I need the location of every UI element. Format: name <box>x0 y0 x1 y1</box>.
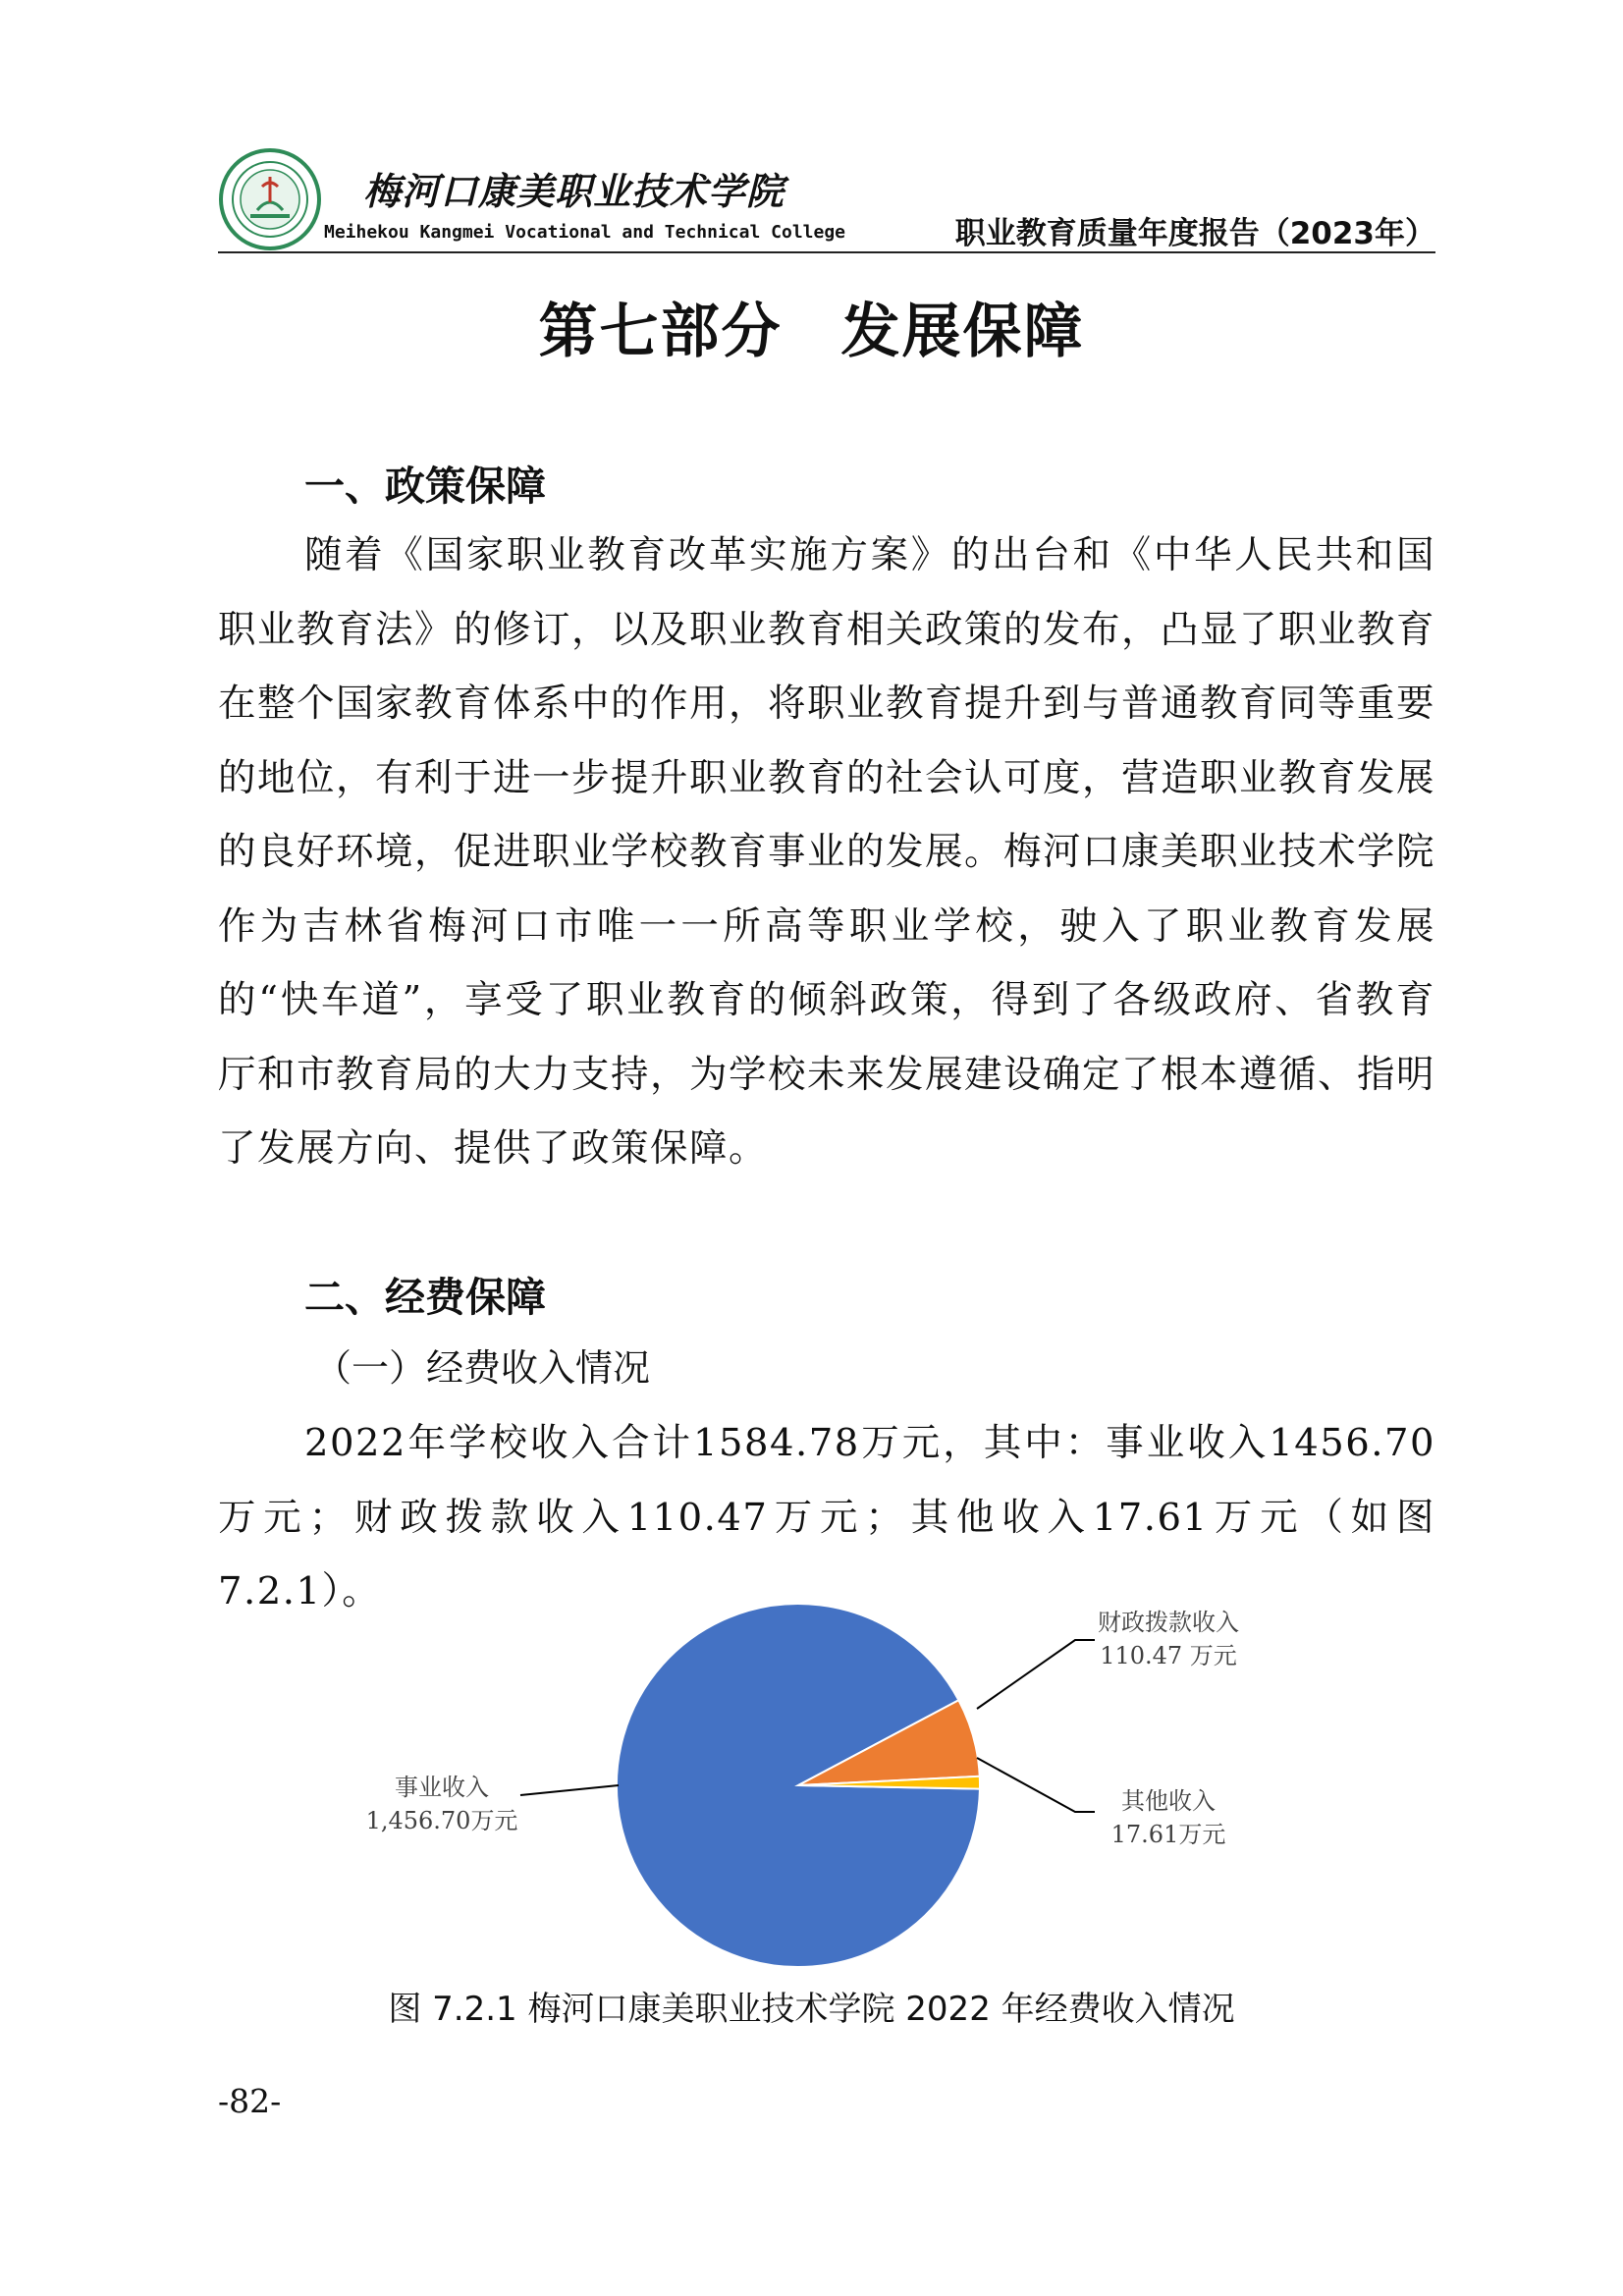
label-business-income-name: 事业收入 <box>395 1774 489 1801</box>
label-other-income-value: 17.61万元 <box>1110 1821 1226 1848</box>
leader-line <box>520 1785 619 1795</box>
part-name: 发展保障 <box>840 298 1085 366</box>
report-title: 职业教育质量年度报告（2023年） <box>954 216 1435 251</box>
part-number: 第七部分 <box>538 298 783 366</box>
policy-paragraph: 随着《国家职业教育改革实施方案》的出台和《中华人民共和国职业教育法》的修订，以及职业教育相关政策的发布，凸显了职业教育在整个国家教育体系中的作用，将职业教育提升到与普通教育同等重要的地位，有利于进一步提升职业教育的社会认可度，营造职业教育发展的良好环境，促进职业学校教育事业的发展。梅河口康美职业技术学院作为吉林省梅河口市唯一一所高等职业学校，驶入了职业教育发展的“快车道”，享受了职业教育的倾斜政策，得到了各级政府、省教育厅和市教育局的大力支持，为学校未来发展建设确定了根本遵循、指明了发展方向、提供了政策保障。 <box>218 533 1436 1171</box>
income-pie-chart <box>334 1601 1316 1974</box>
leader-line <box>977 1758 1095 1812</box>
section-heading-funding: 二、经费保障 <box>304 1274 546 1321</box>
subsection-heading-income: （一）经费收入情况 <box>314 1346 651 1390</box>
label-business-income-value: 1,456.70万元 <box>365 1807 518 1834</box>
page-header <box>218 137 1435 253</box>
page-number: -82- <box>218 2082 282 2120</box>
school-name-cn: 梅河口康美职业技术学院 <box>363 169 785 213</box>
college-logo <box>218 147 322 251</box>
leader-line <box>977 1640 1095 1709</box>
figure-caption: 图 7.2.1 梅河口康美职业技术学院 2022 年经费收入情况 <box>388 1990 1235 2029</box>
school-name-en: Meihekou Kangmei Vocational and Technical College <box>324 222 846 243</box>
label-fiscal-appropriation-name: 财政拨款收入 <box>1098 1609 1239 1636</box>
header-divider <box>218 251 1435 253</box>
label-other-income-name: 其他收入 <box>1121 1787 1216 1815</box>
label-fiscal-appropriation-value: 110.47 万元 <box>1100 1642 1237 1669</box>
part-title <box>0 285 1623 369</box>
income-paragraph: 2022年学校收入合计1584.78万元，其中：事业收入1456.70万元；财政拨款收入110.47万元；其他收入17.61万元（如图7.2.1）。 <box>218 1421 1435 1613</box>
section-heading-policy: 一、政策保障 <box>304 463 546 510</box>
